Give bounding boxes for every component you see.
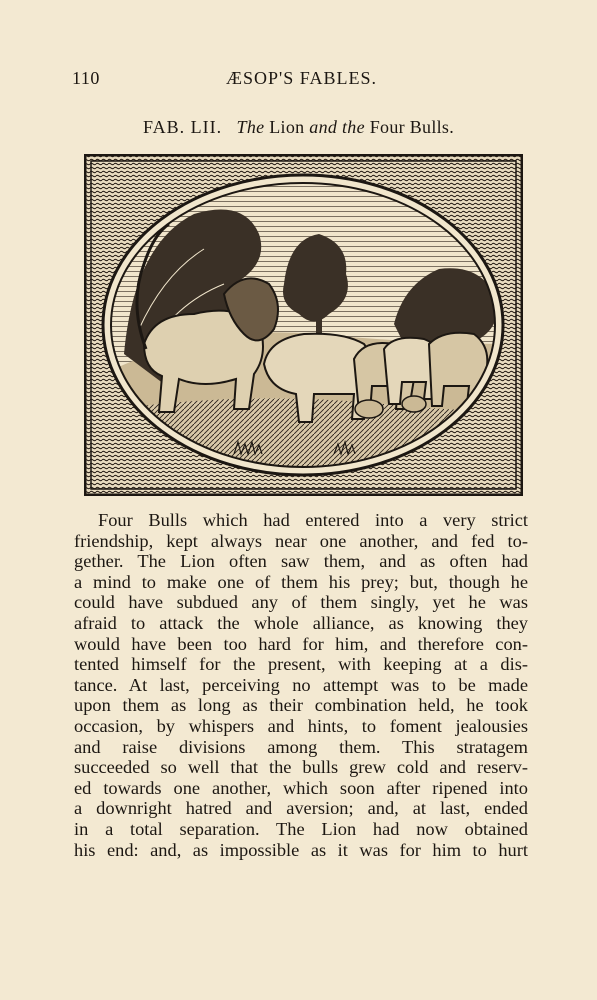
body-line: tance. At last, perceiving no attempt was to be made — [74, 674, 528, 695]
body-line: in a total separation. The Lion had now obtained — [74, 818, 528, 839]
title-the-2: the — [342, 117, 365, 137]
body-line: succeeded so well that the bulls grew cold and reserv- — [74, 757, 528, 778]
title-lion: Lion — [269, 117, 305, 137]
body-line: afraid to attack the whole alliance, as knowing they — [74, 612, 528, 633]
fable-title — [0, 117, 597, 138]
body-line: could have subdued any of them singly, yet he was — [74, 592, 528, 613]
body-line: tented himself for the present, with keeping at a dis- — [74, 654, 528, 675]
body-line: Four Bulls which had entered into a very strict — [98, 510, 528, 530]
title-the: The — [236, 117, 265, 137]
body-line: gether. The Lion often saw them, and as often had — [74, 551, 528, 572]
body-line: ed towards one another, which soon after ripened into — [74, 777, 528, 798]
body-line: a downright hatred and aversion; and, at last, ended — [74, 798, 528, 819]
body-line: would have been too hard for him, and therefore con- — [74, 633, 528, 654]
body-line: occasion, by whispers and hints, to foment jealousies — [74, 715, 528, 736]
body-line: his end: and, as impossible as it was for him to hurt — [74, 839, 528, 860]
woodcut-illustration — [84, 154, 523, 496]
body-line: and raise divisions among them. This stratagem — [74, 736, 528, 757]
page-number: 110 — [72, 68, 100, 88]
body-line: a mind to make one of them his prey; but, though he — [74, 571, 528, 592]
title-rest: Four Bulls. — [369, 117, 455, 137]
body-line: upon them as long as their combination held, he took — [74, 695, 528, 716]
running-head: ÆSOP'S FABLES. — [226, 68, 377, 88]
title-and: and — [309, 117, 338, 137]
fable-body — [74, 510, 528, 860]
fable-number: FAB. LII. — [142, 117, 223, 137]
body-line: friendship, kept always near one another, and fed to- — [74, 530, 528, 551]
